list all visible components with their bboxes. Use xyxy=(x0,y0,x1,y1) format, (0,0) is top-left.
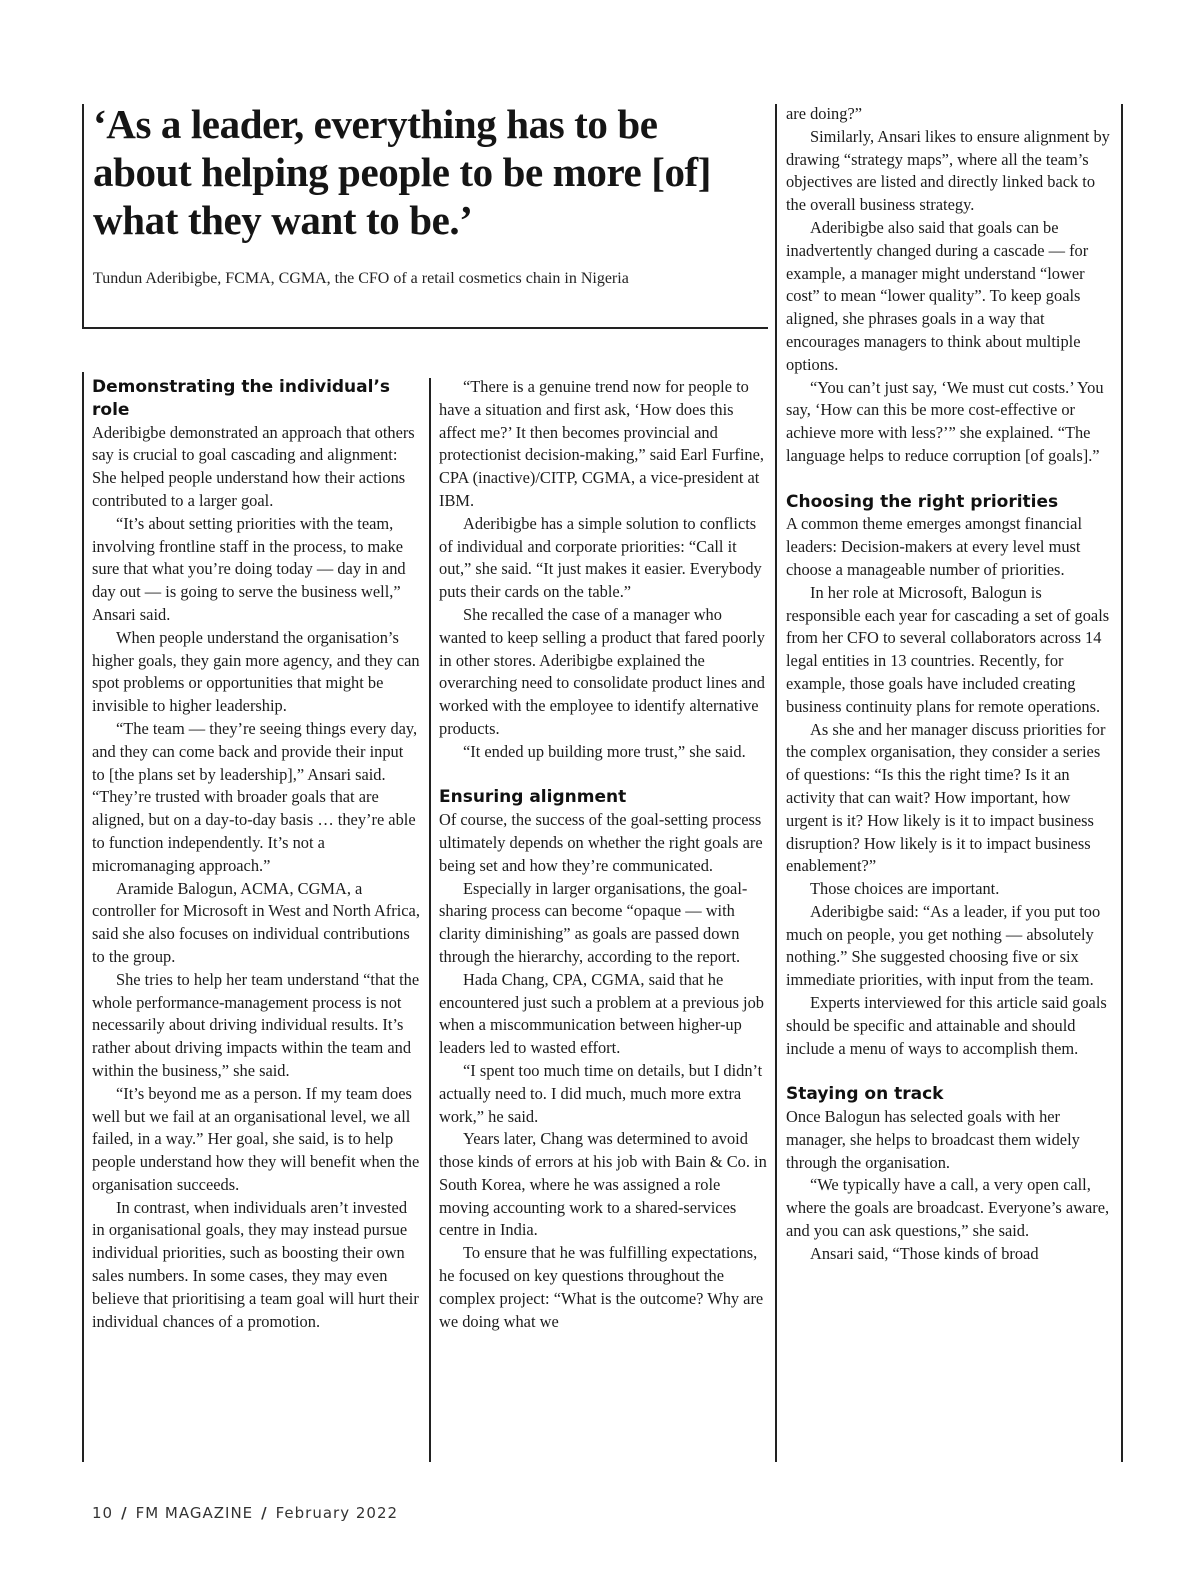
paragraph: Years later, Chang was determined to avoid those kinds of errors at his job with Bain & Co. in South Korea, where he was assigned a role moving accounting work to a shared-services centre in India. xyxy=(439,1129,767,1240)
paragraph: “I spent too much time on details, but I didn’t actually need to. I did much, much more extra work,” he said. xyxy=(439,1060,763,1126)
paragraph: Especially in larger organisations, the goal-sharing process can become “opaque — with clarity diminishing” as goals are passed down through the hierarchy, according to the report. xyxy=(439,878,748,966)
article-column-1 xyxy=(92,376,420,1333)
paragraph: “It’s about setting priorities with the team, involving frontline staff in the process, to make sure that what you’re doing today — day in and day out — is going to serve the business well,” Ansari said. xyxy=(92,513,406,624)
column-divider-2 xyxy=(775,104,777,1462)
page-footer xyxy=(92,1504,398,1522)
paragraph: are doing?” xyxy=(786,104,862,123)
section-heading: Choosing the right priorities xyxy=(786,491,1059,512)
footer-separator: / xyxy=(261,1504,268,1522)
pull-quote xyxy=(93,100,733,244)
pullquote-bottom-rule xyxy=(82,327,768,329)
paragraph: Those choices are important. xyxy=(810,879,1000,899)
paragraph: “It’s beyond me as a person. If my team does well but we fail at an organisational level, we all failed, in a way.” Her goal, she said, is to help people understand how they will benefit when the organisation succeeds. xyxy=(92,1083,420,1194)
section-spacer xyxy=(786,468,1111,491)
paragraph: “It ended up building more trust,” she said. xyxy=(463,741,746,761)
paragraph: A common theme emerges amongst financial leaders: Decision-makers at every level must choose a manageable number of priorities. xyxy=(786,514,1083,579)
magazine-name: FM MAGAZINE xyxy=(135,1504,254,1522)
paragraph: “We typically have a call, a very open call, where the goals are broadcast. Everyone’s aware, and you can ask questions,” she said. xyxy=(786,1175,1110,1241)
paragraph: She recalled the case of a manager who wanted to keep selling a product that fared poorly in other stores. Aderibigbe explained the overarching need to consolidate product lines and worked with the employee to identify alternative products. xyxy=(439,604,765,738)
section-heading: Demonstrating the individual’s role xyxy=(92,377,391,420)
paragraph: Hada Chang, CPA, CGMA, said that he encountered just such a problem at a previous job when a miscommunication between higher-up leaders led to wasted effort. xyxy=(439,969,764,1058)
paragraph: In contrast, when individuals aren’t invested in organisational goals, they may instead pursue individual priorities, such as boosting their own sales numbers. In some cases, they may even believe that prioritising a team goal will hurt their individual chances of a promotion. xyxy=(92,1197,419,1331)
paragraph: When people understand the organisation’s higher goals, they gain more agency, and they can spot problems or opportunities that might be invisible to higher leadership. xyxy=(92,627,420,716)
paragraph: Aderibigbe also said that goals can be inadvertently changed during a cascade — for example, a manager might understand “lower cost” to mean “lower quality”. To keep goals aligned, she phrases goals in a way that encourages managers to think about multiple options. xyxy=(786,217,1089,374)
article-column-2 xyxy=(439,376,767,1333)
paragraph: She tries to help her team understand “that the whole performance-management process is not necessarily about driving individual results. It’s rather about driving impacts within the team and within the business,” she said. xyxy=(92,969,420,1080)
paragraph: Of course, the success of the goal-setting process ultimately depends on whether the right goals are being set and how they’re communicated. xyxy=(439,810,763,875)
right-rule xyxy=(1121,104,1123,1462)
paragraph: Experts interviewed for this article said goals should be specific and attainable and should include a menu of ways to accomplish them. xyxy=(786,993,1107,1058)
section-heading: Ensuring alignment xyxy=(439,787,627,808)
paragraph: Aderibigbe has a simple solution to conflicts of individual and corporate priorities: “Call it out,” she said. “It just makes it easier. Everybody puts their cards on the table.” xyxy=(439,513,762,602)
pull-quote-text: ‘As a leader, everything has to be about helping people to be more [of] what they want to be.’ xyxy=(93,101,712,243)
left-rule-bottom xyxy=(82,372,84,1462)
pull-quote-attribution: Tundun Aderibigbe, FCMA, CGMA, the CFO of a retail cosmetics chain in Nigeria xyxy=(93,270,629,287)
paragraph: “You can’t just say, ‘We must cut costs.’ You say, ‘How can this be more cost-effective or achieve more with less?’” she explained. “The language helps to reduce corruption [of goals].” xyxy=(786,377,1104,465)
left-rule-top xyxy=(82,104,84,329)
paragraph: In her role at Microsoft, Balogun is responsible each year for cascading a set of goals from her CFO to several collaborators across 14 legal entities in 13 countries. Recently, for example, those goals have included creating business continuity plans for remote operations. xyxy=(786,582,1110,716)
page-number: 10 xyxy=(92,1504,114,1522)
paragraph: “There is a genuine trend now for people to have a situation and first ask, ‘How does this affect me?’ It then becomes provincial and protectionist decision-making,” said Earl Furfine, CPA (inactive)/CITP, CGMA, a vice-president at IBM. xyxy=(439,377,764,510)
paragraph: As she and her manager discuss priorities for the complex organisation, they consider a series of questions: “Is this the right time? Is it an activity that can wait? How important, how urgent is it? How likely is it to impact business disruption? How likely is it to impact business enablement?” xyxy=(786,719,1106,876)
paragraph: Similarly, Ansari likes to ensure alignment by drawing “strategy maps”, where all the team’s objectives are listed and directly linked back to the overall business strategy. xyxy=(786,126,1110,215)
footer-separator: / xyxy=(121,1504,128,1522)
paragraph: Aramide Balogun, ACMA, CGMA, a controller for Microsoft in West and North Africa, said she also focuses on individual contributions to the group. xyxy=(92,878,420,966)
paragraph: To ensure that he was fulfilling expectations, he focused on key questions throughout the complex project: “What is the outcome? Why are we doing what we xyxy=(439,1243,764,1331)
paragraph: Ansari said, “Those kinds of broad xyxy=(810,1243,1039,1263)
section-spacer xyxy=(786,1060,1111,1083)
article-column-3 xyxy=(786,103,1111,1266)
section-spacer xyxy=(439,764,767,787)
section-heading: Staying on track xyxy=(786,1084,944,1105)
paragraph: Aderibigbe demonstrated an approach that others say is crucial to goal cascading and alignment: She helped people understand how their actions contributed to a larger goal. xyxy=(92,422,415,510)
column-divider-1 xyxy=(429,378,431,1462)
issue-date: February 2022 xyxy=(275,1504,399,1522)
paragraph: Once Balogun has selected goals with her manager, she helps to broadcast them widely through the organisation. xyxy=(786,1107,1080,1172)
paragraph: “The team — they’re seeing things every day, and they can come back and provide their input to [the plans set by leadership],” Ansari said. “They’re trusted with broader goals that are aligned, but on a day-to-day basis … they’re able to function independently. It’s not a micromanaging approach.” xyxy=(92,718,418,875)
paragraph: Aderibigbe said: “As a leader, if you put too much on people, you get nothing — absolutely nothing.” She suggested choosing five or six immediate priorities, with input from the team. xyxy=(786,901,1101,990)
